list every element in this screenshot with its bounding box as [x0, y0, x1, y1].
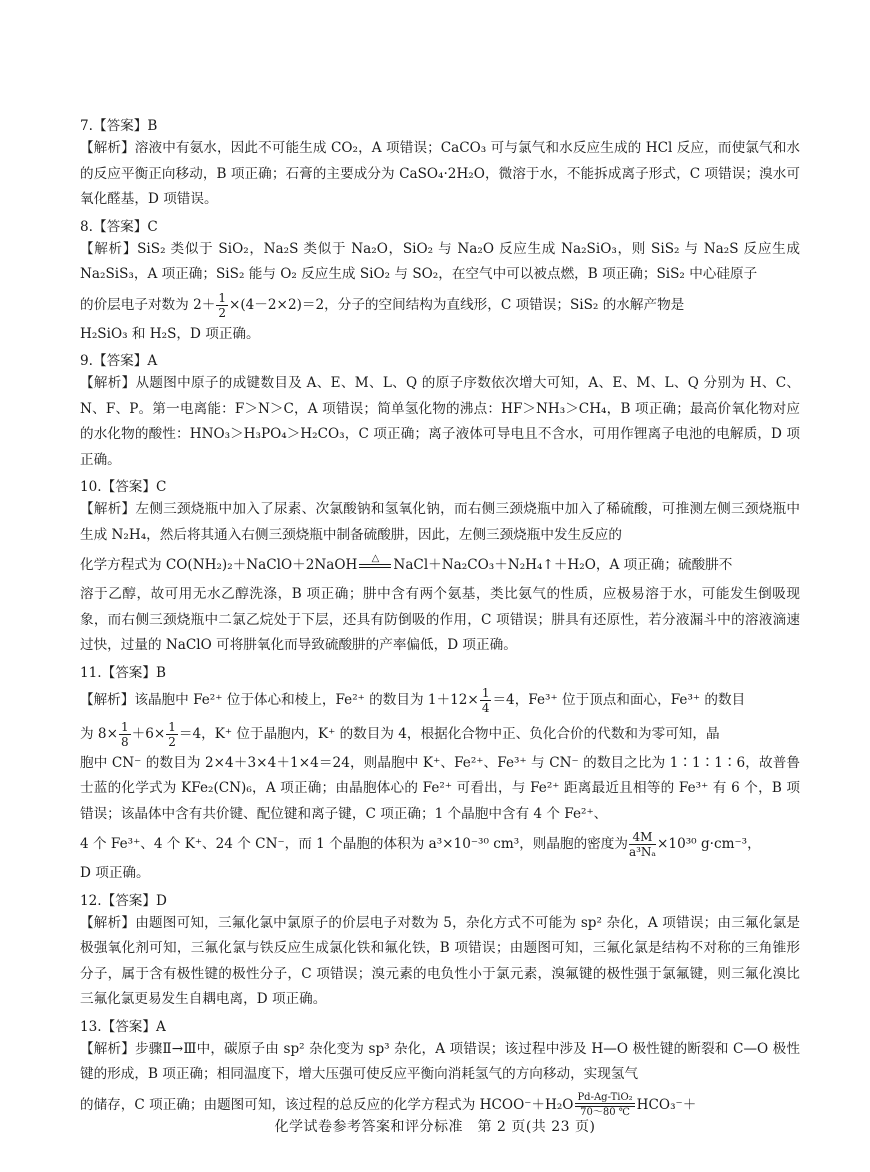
answer-label: 11.【答案】B [80, 664, 166, 681]
analysis-text: 【解析】从题图中原子的成键数目及 A、E、M、L、Q 的原子序数依次增大可知，A、E、M、L、Q 分别为 H、C、N、F、P。第一电离能：F＞N＞C，A 项错误；简单氢化物的沸点：HF＞NH₃＞CH₄，B 项正确；最高价氧化物对应的水化物的酸性：HNO₃＞H₃PO₄＞H₂CO₃，C 项正确；离子液体可导电且不含水，可用作锂离子电池的电解质，D 项正确。 [80, 375, 800, 468]
page-footer: 化学试卷参考答案和评分标准 第 2 页(共 23 页) [274, 1119, 596, 1135]
analysis-text: H₂SiO₃ 和 H₂S，D 项正确。 [80, 325, 260, 342]
analysis-text: 【解析】左侧三颈烧瓶中加入了尿素、次氯酸钠和氢氧化钠，而右侧三颈烧瓶中加入了稀硫酸，可推测左侧三颈烧瓶中生成 N₂H₄，然后将其通入右侧三颈烧瓶中制备硫酸肼，因此，左侧三颈烧瓶中发生反应的 [80, 501, 800, 543]
analysis-formula-line: 为 8× $\frac{1}{8}$ ＋6× $\frac{1}{2}$ ＝4，K⁺ 位于晶胞内，K⁺ 的数目为 4，根据化合物中正、负化合价的代数和为零可知，晶 [80, 719, 720, 749]
analysis-text: 【解析】步骤Ⅱ→Ⅲ中，碳原子由 sp² 杂化变为 sp³ 杂化，A 项错误；该过程中涉及 H—O 极性键的断裂和 C—O 极性键的形成，B 项正确；相同温度下，增大压强可使反应平衡向消耗氢气的方向移动，实现氢气 [80, 1040, 800, 1082]
answer-item-10 [80, 477, 800, 659]
answer-label: 10.【答案】C [80, 479, 167, 495]
fraction: $\frac{1}{4}$ [481, 685, 490, 715]
fraction: $\frac{1}{8}$ [120, 719, 129, 749]
analysis-text: 【解析】溶液中有氨水，因此不可能生成 CO₂，A 项错误；CaCO₃ 可与氯气和水反应生成的 HCl 反应，而使氯气和水的反应平衡正向移动，B 项正确；石膏的主要成分为 CaSO₄·2H₂O，微溶于水，不能拆成离子形式，C 项错误；溴水可氧化醛基，D 项错误。 [80, 140, 800, 207]
analysis-text: 溶于乙醇，故可用无水乙醇洗涤，B 项正确；肼中含有两个氨基，类比氨气的性质，应极易溶于水，可能发生倒吸现象，而右侧三颈烧瓶中二氯乙烷处于下层，还具有防倒吸的作用，C 项错误；肼具有还原性，若分液漏斗中的溶液滴速过快，过量的 NaClO 可将肼氧化而导致硫酸肼的产率偏低，D 项正确。 [80, 586, 800, 653]
reaction-condition: △ [359, 553, 391, 579]
analysis-text: 【解析】由题图可知，三氟化氯中氯原子的价层电子对数为 5，杂化方式不可能为 sp² 杂化，A 项错误；由三氟化氯是极强氧化剂可知，三氟化氯与铁反应生成氯化铁和氟化铁，B 项错误；由题图可知，三氟化氯是结构不对称的三角锥形分子，属于含有极性键的极性分子，C 项错误；溴元素的电负性小于氯元素，溴氟键的极性强于氯氟键，则三氟化溴比三氟化氯更易发生自耦电离，D 项正确。 [80, 914, 800, 1007]
analysis-formula-line: 的价层电子对数为 2＋ $\frac{1}{2}$ ×(4－2×2)＝2，分子的空间结构为直线形，C 项错误；SiS₂ 的水解产物是 [80, 290, 685, 320]
answer-item-12 [80, 891, 800, 1013]
analysis-text: 胞中 CN⁻ 的数目为 2×4＋3×4＋1×4＝24，则晶胞中 K⁺、Fe²⁺、Fe³⁺ 与 CN⁻ 的数目之比为 1∶1∶1∶6，故普鲁士蓝的化学式为 KFe₂(CN)₆，A 项正确；由晶胞体心的 Fe²⁺ 可看出，与 Fe²⁺ 距离最近且相等的 Fe³⁺ 有 6 个，B 项错误；该晶体中含有共价键、配位键和离子键，C 项正确；1 个晶胞中含有 4 个 Fe²⁺、 [80, 754, 800, 822]
answer-item-8 [80, 217, 800, 348]
chemical-equation-line: 化学方程式为 CO(NH₂)₂＋NaClO＋2NaOH △ NaCl＋Na₂CO₃＋N₂H₄↑＋H₂O，A 项正确；硫酸肼不 [80, 548, 800, 582]
answer-label: 13.【答案】A [80, 1018, 166, 1035]
fraction: $\frac{4M}{\text{a³Nₐ}}$ [628, 830, 657, 859]
answer-item-11 [80, 663, 800, 887]
answer-item-13 [80, 1017, 800, 1122]
answer-label: 9.【答案】A [80, 353, 158, 369]
fraction: $\frac{1}{2}$ [218, 290, 226, 320]
reaction-condition: Pd-Ag-TiO₂ 70～80 ℃ [577, 1092, 633, 1118]
answer-label: 8.【答案】C [80, 218, 158, 235]
answer-item-9 [80, 351, 800, 473]
analysis-text: 【解析】SiS₂ 类似于 SiO₂，Na₂S 类似于 Na₂O，SiO₂ 与 Na₂O 反应生成 Na₂SiO₃，则 SiS₂ 与 Na₂S 反应生成 Na₂SiS₃，A 项正确；SiS₂ 能与 O₂ 反应生成 SiO₂ 与 SO₂，在空气中可以被点燃，B 项正确；SiS₂ 中心硅原子 [80, 240, 800, 282]
answer-item-7 [80, 116, 800, 213]
analysis-formula-line: 4 个 Fe³⁺、4 个 K⁺、24 个 CN⁻，而 1 个晶胞的体积为 a³×10⁻³⁰ cm³，则晶胞的密度为 $\frac{4M}{\text{a³Nₐ}}$ ×10³⁰ g·cm⁻³， [80, 830, 761, 859]
answer-content [80, 112, 800, 1122]
answer-label: 12.【答案】D [80, 892, 167, 909]
fraction: $\frac{1}{2}$ [168, 719, 176, 749]
analysis-text: D 项正确。 [80, 865, 150, 881]
analysis-formula-line: 【解析】该晶胞中 Fe²⁺ 位于体心和棱上，Fe²⁺ 的数目为 1＋12× $\frac{1}{4}$ ＝4，Fe³⁺ 位于顶点和面心，Fe³⁺ 的数目 [80, 685, 746, 715]
chemical-equation-line: 的储存，C 项正确；由题图可知，该过程的总反应的化学方程式为 HCOO⁻＋H₂O Pd-Ag-TiO₂ 70～80 ℃ HCO₃⁻＋ [80, 1092, 697, 1118]
answer-label: 7.【答案】B [80, 118, 158, 134]
